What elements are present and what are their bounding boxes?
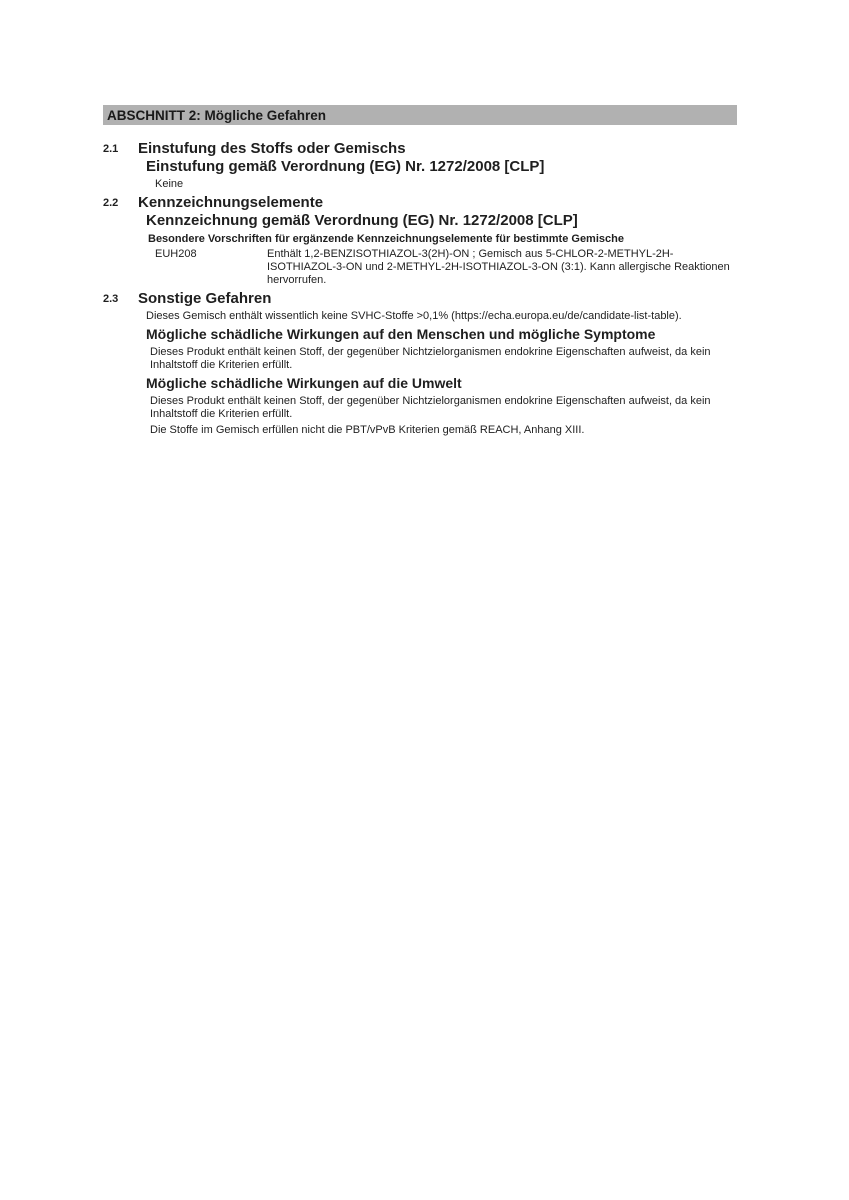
section-2-2-subtitle: Kennzeichnung gemäß Verordnung (EG) Nr. 1272/2008 [CLP] bbox=[146, 212, 578, 229]
section-2-3-number: 2.3 bbox=[103, 293, 119, 305]
environment-effects-heading: Mögliche schädliche Wirkungen auf die Umwelt bbox=[146, 375, 462, 391]
euh-statement-text: Enthält 1,2-BENZISOTHIAZOL-3(2H)-ON ; Gemisch aus 5-CHLOR-2-METHYL-2H-ISOTHIAZOL-3-ON und 2-METHYL-2H-ISOTHIAZOL-3-ON (3:1). Kann allergische Reaktionen hervorrufen. bbox=[267, 248, 730, 286]
human-effects-text: Dieses Produkt enthält keinen Stoff, der gegenüber Nichtzielorganismen endokrine Eigenschaften aufweist, da kein Inhaltstoff die Kriterien erfüllt. bbox=[150, 346, 711, 371]
section-2-1-number: 2.1 bbox=[103, 143, 119, 155]
section-2-1-title: Einstufung des Stoffs oder Gemischs bbox=[138, 140, 406, 157]
section-2-3-body bbox=[138, 290, 737, 437]
human-effects-heading: Mögliche schädliche Wirkungen auf den Menschen und mögliche Symptome bbox=[146, 326, 656, 342]
classification-result-text: Keine bbox=[155, 178, 184, 190]
section-2-2-number: 2.2 bbox=[103, 197, 119, 209]
section-2-3-title: Sonstige Gefahren bbox=[138, 290, 272, 307]
section-2-header-title: ABSCHNITT 2: Mögliche Gefahren bbox=[107, 107, 327, 123]
section-2-1 bbox=[103, 140, 737, 191]
section-2-1-subtitle: Einstufung gemäß Verordnung (EG) Nr. 1272/2008 [CLP] bbox=[146, 158, 545, 175]
section-2-2-body bbox=[138, 194, 737, 287]
svhc-note-text: Dieses Gemisch enthält wissentlich keine SVHC-Stoffe >0,1% (https://echa.europa.eu/de/candidate-list-table). bbox=[146, 310, 682, 322]
section-2-2 bbox=[103, 194, 737, 287]
section-2-1-body bbox=[138, 140, 737, 191]
environment-effects-text: Dieses Produkt enthält keinen Stoff, der gegenüber Nichtzielorganismen endokrine Eigenschaften aufweist, da kein Inhaltstoff die Kriterien erfüllt. bbox=[150, 395, 711, 420]
section-2-3 bbox=[103, 290, 737, 437]
document-content bbox=[103, 105, 737, 440]
euh-code: EUH208 bbox=[155, 248, 197, 260]
pbt-vpvb-note-text: Die Stoffe im Gemisch erfüllen nicht die PBT/vPvB Kriterien gemäß REACH, Anhang XIII. bbox=[150, 424, 585, 436]
section-2-2-title: Kennzeichnungselemente bbox=[138, 194, 324, 211]
section-2-header-bar bbox=[103, 105, 737, 125]
special-provisions-heading: Besondere Vorschriften für ergänzende Kennzeichnungselemente für bestimmte Gemische bbox=[148, 233, 624, 245]
euh-statement-row bbox=[155, 248, 737, 287]
